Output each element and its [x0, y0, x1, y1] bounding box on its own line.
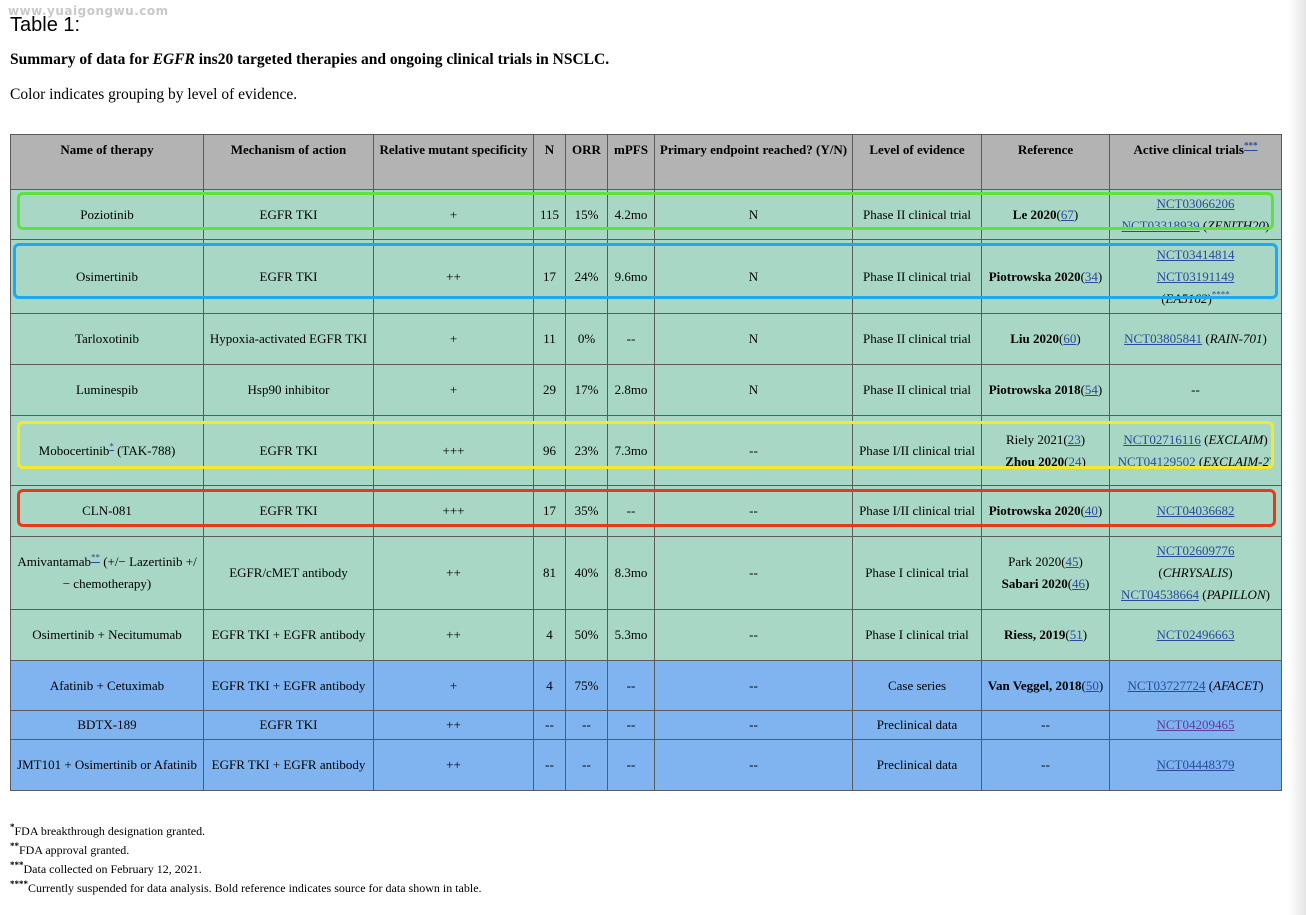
cell-primary: N — [655, 190, 853, 240]
reference-link[interactable]: 46 — [1072, 576, 1086, 591]
footnote: ****Currently suspended for data analysis. Bold reference indicates source for data shown in table. — [10, 879, 482, 895]
trial-link[interactable]: NCT02609776 — [1156, 543, 1235, 558]
footnotes — [10, 822, 482, 898]
therapy-table — [10, 134, 1282, 791]
cell-mpfs: 9.6mo — [608, 240, 655, 314]
cell-reference: Park 2020(45) Sabari 2020(46) — [982, 537, 1110, 610]
cell-orr: 17% — [566, 365, 608, 416]
cell-moa: EGFR TKI + EGFR antibody — [204, 661, 374, 711]
cell-reference: Riess, 2019(51) — [982, 610, 1110, 661]
cell-moa: EGFR TKI — [204, 486, 374, 537]
cell-name: Mobocertinib* (TAK-788) — [11, 416, 204, 486]
reference-link[interactable]: 67 — [1060, 206, 1074, 222]
trial-link[interactable]: NCT04538664 — [1121, 587, 1200, 602]
cell-primary: -- — [655, 661, 853, 711]
cell-trials — [1110, 610, 1282, 661]
cell-primary: N — [655, 240, 853, 314]
cell-n: 4 — [534, 610, 566, 661]
table-label: Table 1: — [10, 14, 81, 36]
col-header-name: Name of therapy — [11, 135, 204, 190]
trial-link[interactable]: NCT02716116 — [1123, 431, 1201, 447]
cell-level: Preclinical data — [853, 711, 982, 740]
table-row — [11, 661, 1282, 711]
table-row — [11, 740, 1282, 791]
cell-name: Poziotinib — [11, 190, 204, 240]
cell-moa: EGFR TKI + EGFR antibody — [204, 610, 374, 661]
reference-link[interactable]: 60 — [1063, 331, 1077, 346]
cell-specificity: + — [374, 190, 534, 240]
reference-link[interactable]: 54 — [1084, 382, 1098, 397]
cell-name: Osimertinib + Necitumumab — [11, 610, 204, 661]
cell-level: Phase II clinical trial — [853, 190, 982, 240]
col-header-trials: Active clinical trials*** — [1110, 135, 1282, 190]
cell-orr: 75% — [566, 661, 608, 711]
cell-specificity: ++ — [374, 711, 534, 740]
cell-n: 81 — [534, 537, 566, 610]
trial-link[interactable]: NCT03727724 — [1127, 677, 1206, 693]
footnote: *FDA breakthrough designation granted. — [10, 822, 206, 838]
col-header-mpfs: mPFS — [608, 135, 655, 190]
cell-name: Afatinib + Cetuximab — [11, 661, 204, 711]
cell-primary: -- — [655, 740, 853, 791]
reference-link[interactable]: 40 — [1084, 503, 1098, 518]
table-row — [11, 416, 1282, 486]
page-edge-shadow — [1288, 0, 1306, 915]
cell-level: Phase I clinical trial — [853, 537, 982, 610]
cell-primary: -- — [655, 486, 853, 537]
cell-specificity: ++ — [374, 537, 534, 610]
table-row — [11, 486, 1282, 537]
cell-reference: Piotrowska 2018(54) — [982, 365, 1110, 416]
col-header-specificity: Relative mutant specificity — [374, 135, 534, 190]
table-row — [11, 190, 1282, 240]
footnote-link-2[interactable]: ** — [90, 552, 100, 563]
table-row — [11, 314, 1282, 365]
cell-specificity: ++ — [374, 610, 534, 661]
cell-trials — [1110, 740, 1282, 791]
cell-name: BDTX-189 — [11, 711, 204, 740]
cell-n: 4 — [534, 661, 566, 711]
cell-moa: Hypoxia-activated EGFR TKI — [204, 314, 374, 365]
cell-moa: EGFR TKI — [204, 240, 374, 314]
table-row — [11, 711, 1282, 740]
cell-mpfs: -- — [608, 661, 655, 711]
cell-n: 11 — [534, 314, 566, 365]
reference-link[interactable]: 50 — [1085, 677, 1099, 693]
footnote-link-3[interactable]: *** — [1243, 140, 1258, 151]
cell-moa: EGFR TKI — [204, 711, 374, 740]
cell-primary: N — [655, 314, 853, 365]
cell-orr: 23% — [566, 416, 608, 486]
cell-level: Case series — [853, 661, 982, 711]
col-header-n: N — [534, 135, 566, 190]
cell-mpfs: 4.2mo — [608, 190, 655, 240]
table-subtitle: Color indicates grouping by level of evidence. — [10, 86, 298, 103]
trial-link[interactable]: NCT02496663 — [1156, 627, 1235, 642]
cell-mpfs: -- — [608, 314, 655, 365]
trial-link[interactable]: NCT03805841 — [1124, 331, 1203, 346]
cell-reference: Le 2020(67) — [982, 190, 1110, 240]
cell-mpfs: 7.3mo — [608, 416, 655, 486]
trial-link[interactable]: NCT04036682 — [1156, 503, 1235, 518]
footnote-link-1[interactable]: * — [109, 441, 114, 452]
cell-name: Amivantamab** (+/− Lazertinib +/− chemotherapy) — [11, 537, 204, 610]
cell-trials: NCT02609776 (CHRYSALIS) NCT04538664 (PAPILLON) — [1110, 537, 1282, 610]
cell-name: CLN-081 — [11, 486, 204, 537]
cell-reference: Van Veggel, 2018(50) — [982, 661, 1110, 711]
trial-link[interactable]: NCT04448379 — [1156, 757, 1235, 772]
cell-n: 17 — [534, 486, 566, 537]
cell-mpfs: -- — [608, 711, 655, 740]
cell-orr: 15% — [566, 190, 608, 240]
cell-name: Tarloxotinib — [11, 314, 204, 365]
cell-name: JMT101 + Osimertinib or Afatinib — [11, 740, 204, 791]
cell-primary: -- — [655, 416, 853, 486]
cell-n: 17 — [534, 240, 566, 314]
cell-reference: Piotrowska 2020(40) — [982, 486, 1110, 537]
cell-moa: EGFR TKI + EGFR antibody — [204, 740, 374, 791]
reference-link[interactable]: 23 — [1067, 431, 1081, 447]
cell-specificity: +++ — [374, 486, 534, 537]
cell-orr: 24% — [566, 240, 608, 314]
footnote: **FDA approval granted. — [10, 841, 130, 857]
cell-moa: Hsp90 inhibitor — [204, 365, 374, 416]
cell-orr: -- — [566, 740, 608, 791]
watermark: www.yuaigongwu.com — [8, 4, 169, 18]
cell-level: Phase I clinical trial — [853, 610, 982, 661]
footnote: ***Data collected on February 12, 2021. — [10, 860, 202, 876]
trial-link[interactable]: NCT04129502 — [1117, 453, 1196, 469]
cell-level: Phase I/II clinical trial — [853, 416, 982, 486]
cell-primary: N — [655, 365, 853, 416]
cell-trials: NCT03066206 NCT03318939 (ZENITH20) — [1110, 190, 1282, 240]
trial-link[interactable]: NCT03318939 — [1121, 217, 1200, 233]
cell-n: -- — [534, 711, 566, 740]
table-title: Summary of data for EGFR ins20 targeted therapies and ongoing clinical trials in NSCLC. — [10, 51, 610, 68]
cell-specificity: +++ — [374, 416, 534, 486]
cell-level: Phase II clinical trial — [853, 240, 982, 314]
cell-primary: -- — [655, 610, 853, 661]
header-row — [11, 135, 1282, 190]
cell-primary: -- — [655, 537, 853, 610]
cell-reference: Liu 2020(60) — [982, 314, 1110, 365]
cell-specificity: ++ — [374, 240, 534, 314]
cell-n: -- — [534, 740, 566, 791]
cell-trials: NCT03727724 (AFACET) — [1110, 661, 1282, 711]
cell-orr: 40% — [566, 537, 608, 610]
table-row — [11, 365, 1282, 416]
col-header-level: Level of evidence — [853, 135, 982, 190]
cell-orr: 35% — [566, 486, 608, 537]
cell-mpfs: -- — [608, 486, 655, 537]
cell-moa: EGFR TKI — [204, 416, 374, 486]
table-row — [11, 537, 1282, 610]
cell-moa: EGFR TKI — [204, 190, 374, 240]
trial-link[interactable]: NCT03414814 — [1156, 246, 1235, 262]
cell-trials: NCT03414814 NCT03191149 (EA5162)**** — [1110, 240, 1282, 314]
cell-orr: -- — [566, 711, 608, 740]
cell-name: Luminespib — [11, 365, 204, 416]
reference-link[interactable]: 24 — [1068, 453, 1082, 469]
trial-link[interactable]: NCT03191149 — [1156, 268, 1235, 284]
cell-specificity: + — [374, 365, 534, 416]
footnote-link-4[interactable]: **** — [1211, 289, 1230, 300]
table-row — [11, 610, 1282, 661]
cell-mpfs: 2.8mo — [608, 365, 655, 416]
col-header-orr: ORR — [566, 135, 608, 190]
col-header-primary: Primary endpoint reached? (Y/N) — [655, 135, 853, 190]
cell-specificity: + — [374, 661, 534, 711]
trial-link[interactable]: NCT04209465 — [1156, 717, 1235, 732]
cell-level: Phase II clinical trial — [853, 314, 982, 365]
table-row — [11, 240, 1282, 314]
cell-orr: 0% — [566, 314, 608, 365]
cell-level: Phase II clinical trial — [853, 365, 982, 416]
cell-name: Osimertinib — [11, 240, 204, 314]
cell-specificity: + — [374, 314, 534, 365]
cell-reference: Piotrowska 2020(34) — [982, 240, 1110, 314]
cell-n: 115 — [534, 190, 566, 240]
cell-n: 29 — [534, 365, 566, 416]
col-header-reference: Reference — [982, 135, 1110, 190]
reference-link[interactable]: 45 — [1065, 554, 1079, 569]
col-header-moa: Mechanism of action — [204, 135, 374, 190]
cell-moa: EGFR/cMET antibody — [204, 537, 374, 610]
cell-level: Phase I/II clinical trial — [853, 486, 982, 537]
cell-trials: NCT02716116 (EXCLAIM) NCT04129502 (EXCLAIM-2) — [1110, 416, 1282, 486]
cell-mpfs: 8.3mo — [608, 537, 655, 610]
cell-reference: -- — [982, 711, 1110, 740]
cell-orr: 50% — [566, 610, 608, 661]
cell-mpfs: -- — [608, 740, 655, 791]
cell-trials: NCT03805841 (RAIN-701) — [1110, 314, 1282, 365]
cell-trials — [1110, 486, 1282, 537]
cell-trials: -- — [1110, 365, 1282, 416]
cell-reference: -- — [982, 740, 1110, 791]
trial-link[interactable]: NCT03066206 — [1156, 195, 1235, 211]
cell-level: Preclinical data — [853, 740, 982, 791]
cell-mpfs: 5.3mo — [608, 610, 655, 661]
cell-reference: Riely 2021(23) Zhou 2020(24) — [982, 416, 1110, 486]
cell-specificity: ++ — [374, 740, 534, 791]
cell-n: 96 — [534, 416, 566, 486]
reference-link[interactable]: 51 — [1069, 627, 1083, 642]
cell-primary: -- — [655, 711, 853, 740]
reference-link[interactable]: 34 — [1084, 268, 1098, 284]
cell-trials — [1110, 711, 1282, 740]
